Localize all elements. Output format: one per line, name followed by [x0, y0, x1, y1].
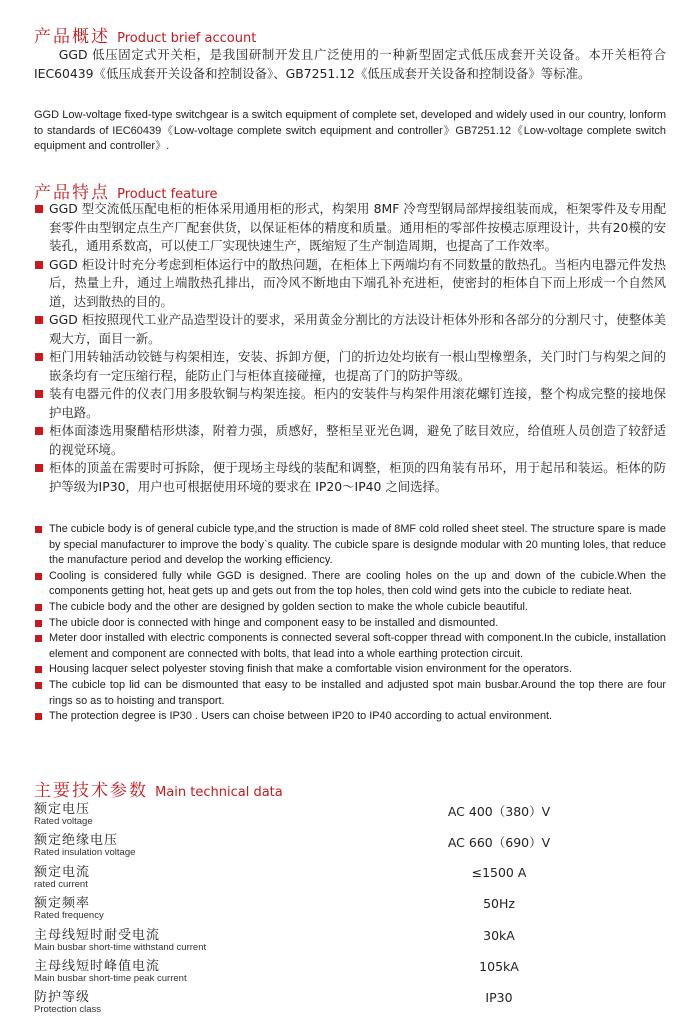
feature-item-zh: GGD 柜按照现代工业产品造型设计的要求，采用黄金分割比的方法设计柜体外形和各部分的分割尺寸，使整体美观大方，面目一新。	[34, 311, 666, 348]
spec-label-en: Rated insulation voltage	[34, 847, 136, 858]
spec-label-en: Rated voltage	[34, 816, 93, 827]
spec-label-zh: 额定电流	[34, 865, 91, 880]
spec-label-en: Main busbar short-time peak current	[34, 973, 187, 984]
spec-row-rated-insulation-voltage	[34, 829, 666, 861]
feature-item-zh: 装有电器元件的仪表门用多股软铜与构架连接。柜内的安装件与构架件用滚花螺钉连接，整个构成完整的接地保护电路。	[34, 385, 666, 422]
spec-label-en: Main busbar short-time withstand current	[34, 942, 207, 953]
spec-value: AC 400（380）V	[447, 804, 551, 819]
feature-item-en: The cubicle body is of general cubicle type,and the struction is made of 8MF cold rolled sheet steel. The structure spare is made by special manufacturer to improve the body`s quality. The cubicle spare is designde modular with 20 munting loles, that reduce the manufacture period and develop the working efficiency.	[34, 522, 666, 569]
bullet-square-icon	[35, 205, 43, 213]
feature-item-en: Meter door installed with electric components is connected several soft-copper thread with component.In the cubicle, installation element and component are connected with bolts, that lead into a whole earthing protection circuit.	[34, 631, 666, 662]
bullet-square-icon	[35, 464, 43, 472]
feature-item-zh: GGD 型交流低压配电柜的柜体采用通用柜的形式，构架用 8MF 冷弯型钢局部焊接组装而成，柜架零件及专用配套零件由型钢定点生产厂配套供货，以保证柜体的精度和质量。通用柜的零部件按模志原理设计，共有20模的安装孔，通用系数高，可以使工厂实现快速生产，既缩短了生产制造周期，也提高了工作效率。	[34, 200, 666, 256]
feature-item-en: The cubicle body and the other are designed by golden section to make the whole cubicle beautiful.	[34, 600, 666, 616]
spec-label-en: Rated frequency	[34, 910, 104, 921]
spec-value: 30kA	[483, 928, 515, 943]
feature-item-zh: 柜体面漆选用聚醋桔形烘漆，附着力强，质感好，整柜呈亚光色调，避免了眩目效应，给值班人员创造了较舒适的视觉环境。	[34, 422, 666, 459]
spec-row-rated-voltage	[34, 798, 666, 830]
bullet-square-icon	[35, 682, 42, 689]
spec-value: ≤1500 A	[471, 865, 527, 880]
spec-label-zh: 额定电压	[34, 802, 91, 817]
brief-text-en: GGD Low-voltage fixed-type switchgear is a switch equipment of complete set, developed and widely used in our country, lonform to standards of IEC60439《Low-voltage complete switch equipment and controller》GB7251.12《Low-voltage complete switch equipment and controller》.	[34, 109, 666, 153]
feature-item-en: Cooling is considered fully while GGD is designed. There are cooling holes on the up and down of the cubicle.When the components getting hot, heat gets up and gets out from the top holes, then cold wind gets into the cubicle to rediate heat.	[34, 569, 666, 600]
bullet-square-icon	[35, 353, 43, 361]
brief-title-zh: 产品概述	[34, 27, 110, 47]
spec-label-zh: 主母线短时峰值电流	[34, 959, 161, 974]
brief-section-title	[34, 22, 256, 47]
bullet-square-icon	[35, 573, 42, 580]
spec-row-peak-current	[34, 955, 666, 987]
spec-row-protection-class	[34, 986, 666, 1018]
spec-label-en: Protection class	[34, 1004, 102, 1015]
feature-list-en	[34, 522, 666, 725]
bullet-square-icon	[35, 635, 42, 642]
spec-row-rated-frequency	[34, 892, 666, 924]
spec-row-rated-current	[34, 861, 666, 893]
brief-text-zh: GGD 低压固定式开关柜，是我国研制开发且广泛使用的一种新型固定式低压成套开关设备。本开关柜符合 IEC60439《低压成套开关设备和控制设备》、GB7251.12《低压成套开关设备和控制设备》等标准。	[34, 47, 666, 81]
bullet-square-icon	[35, 526, 42, 533]
feature-item-en: The ubicle door is connected with hinge and component easy to be installed and dismounted.	[34, 616, 666, 632]
bullet-square-icon	[35, 604, 42, 611]
feature-list-zh	[34, 200, 666, 496]
spec-value: 50Hz	[483, 896, 515, 911]
tech-title-zh: 主要技术参数	[34, 781, 148, 801]
bullet-square-icon	[35, 620, 42, 627]
spec-value: AC 660（690）V	[447, 835, 551, 850]
spec-row-withstand-current	[34, 924, 666, 956]
bullet-square-icon	[35, 427, 43, 435]
feature-item-zh: 柜门用转轴活动铰链与构架相连，安装、拆卸方便，门的折边处均嵌有一根山型橡塑条，关门时门与构架之间的嵌条均有一定压缩行程，能防止门与柜体直接碰撞，也提高了门的防护等级。	[34, 348, 666, 385]
bullet-square-icon	[35, 390, 43, 398]
bullet-square-icon	[35, 261, 43, 269]
bullet-square-icon	[35, 666, 42, 673]
spec-label-zh: 额定绝缘电压	[34, 833, 119, 848]
bullet-square-icon	[35, 713, 42, 720]
spec-label-zh: 防护等级	[34, 990, 91, 1005]
feature-item-en: The cubicle top lid can be dismounted that easy to be installed and adjusted spot main busbar.Around the top there are four rings so as to hoisting and transport.	[34, 678, 666, 709]
tech-title-en: Main technical data	[155, 785, 283, 800]
feature-title-en: Product feature	[117, 187, 218, 202]
brief-title-en: Product brief account	[117, 31, 257, 46]
feature-title-zh: 产品特点	[34, 183, 110, 203]
spec-value: 105kA	[479, 959, 519, 974]
feature-item-en: Housing lacquer select polyester stoving finish that make a comfortable vision environment for the operators.	[34, 662, 666, 678]
spec-label-en: rated current	[34, 879, 88, 890]
feature-item-en: The protection degree is IP30 . Users can choise between IP20 to IP40 according to actual environment.	[34, 709, 666, 725]
feature-item-zh: GGD 柜设计时充分考虑到柜体运行中的散热问题，在柜体上下两端均有不同数量的散热孔。当柜内电器元件发热后，热量上升，通过上端散热孔排出，而冷风不断地由下端孔补充进柜，使密封的柜体自下而上形成一个自然风道，达到散热的目的。	[34, 256, 666, 312]
spec-label-zh: 额定频率	[34, 896, 91, 911]
bullet-square-icon	[35, 316, 43, 324]
feature-item-zh: 柜体的顶盖在需要时可拆除，便于现场主母线的装配和调整，柜顶的四角装有吊环，用于起吊和装运。柜体的防护等级为IP30，用户也可根据使用环境的要求在 IP20～IP40 之间选择。	[34, 459, 666, 496]
spec-label-zh: 主母线短时耐受电流	[34, 928, 161, 943]
spec-value: IP30	[485, 990, 513, 1005]
